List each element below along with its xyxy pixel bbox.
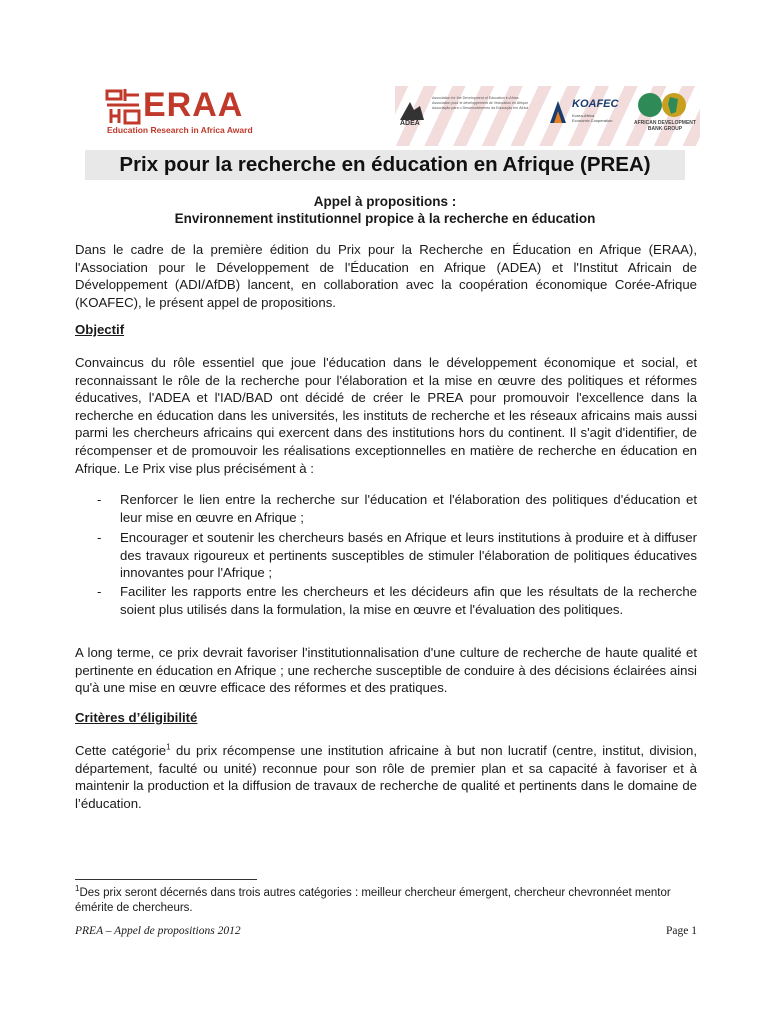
heading-criteres: Critères d’éligibilité bbox=[75, 710, 198, 725]
koafec-logo bbox=[546, 95, 624, 135]
criteres-text-start: Cette catégorie bbox=[75, 743, 167, 758]
afdb-line-1: AFRICAN DEVELOPMENT bbox=[634, 120, 696, 126]
footnote-ref[interactable]: 1 bbox=[166, 742, 171, 752]
koafec-line-2: Economic Cooperation bbox=[572, 118, 613, 123]
afdb-logo bbox=[630, 90, 705, 140]
footnote-number: 1 bbox=[75, 884, 80, 894]
eraa-tagline: Education Research in Africa Award bbox=[107, 125, 253, 135]
adea-mark: ADEA bbox=[400, 120, 420, 127]
criteres-paragraph bbox=[75, 742, 697, 812]
eraa-wordmark: ERAA bbox=[143, 86, 244, 124]
footer-page-number: Page 1 bbox=[666, 925, 697, 937]
footnote bbox=[75, 886, 675, 916]
heading-objectif: Objectif bbox=[75, 322, 125, 337]
afdb-globe-icon bbox=[630, 90, 700, 120]
call-for-proposals-line: Appel à propositions : bbox=[313, 194, 457, 209]
eraa-logo bbox=[105, 85, 255, 141]
long-term-paragraph: A long terme, ce prix devrait favoriser l'institutionnalisation d'une culture de recherche de haute qualité et pertinente en éducation en Afrique ; une recherche susceptible de conduire à des décisions éclairées ainsi qu'à une mise en œuvre efficace des réformes et des pratiques. bbox=[75, 645, 697, 696]
adea-line-1: Association for the Development of Education in Africa bbox=[432, 96, 519, 100]
footer-document-label: PREA – Appel de propositions 2012 bbox=[75, 925, 241, 937]
footnote-text: Des prix seront décernés dans trois autres catégories : meilleur chercheur émergent, chercheur chevronnéet mentor émérite de chercheurs. bbox=[75, 887, 671, 914]
bullet-item bbox=[75, 529, 697, 582]
bullet-text: Renforcer le lien entre la recherche sur l'éducation et l'élaboration des politiques d'éducation et leur mise en œuvre en Afrique ; bbox=[120, 492, 697, 525]
adea-line-2: Association pour le développement de l'éducation en Afrique bbox=[432, 101, 529, 105]
afdb-name bbox=[630, 120, 700, 132]
criteres-text-rest: du prix récompense une institution africaine à but non lucratif (centre, institut, division, département, faculté ou unité) reconnue pour son rôle de premier plan et sa capacité à favoriser et à maintenir la production et la diffusion de travaux de recherche de qualité et pertinents dans le domaine de l’éducation. bbox=[75, 743, 697, 811]
koafec-tagline bbox=[572, 113, 612, 123]
bullet-dash: - bbox=[97, 492, 102, 507]
afdb-line-2: BANK GROUP bbox=[647, 126, 683, 132]
objectif-paragraph: Convaincus du rôle essentiel que joue l'éducation dans le développement économique et social, et reconnaissant le rôle de la recherche pour l'élaboration et la mise en œuvre des politiques et réformes éducatives, l'ADEA et l'IAD/BAD ont décidé de créer le PREA pour promouvoir l'excellence dans la recherche en éducation dans les universités, les instituts de recherche et les réseaux africains mais aussi parmi les chercheurs africains qui exercent dans des institutions hors du continent. Il s'agit d'identifier, de récompenser et de promouvoir les réalisations exceptionnelles en matière de recherche en éducation en Afrique. Le Prix vise plus précisément à : bbox=[75, 355, 697, 476]
adea-logo bbox=[396, 98, 428, 128]
eraa-emblem-icon bbox=[105, 87, 141, 127]
bullet-text: Encourager et soutenir les chercheurs basés en Afrique et leurs institutions à produire et à diffuser des travaux rigoureux et pertinents susceptibles de stimuler l'élaboration de politiques éducatives innovantes pour l'Afrique ; bbox=[120, 530, 697, 581]
document-title: Prix pour la recherche en éducation en Afrique (PREA) bbox=[85, 150, 685, 180]
intro-paragraph: Dans le cadre de la première édition du Prix pour la Recherche en Éducation en Afrique (ERAA), l'Association pour le Développement de l'Éducation en Afrique (ADEA) et l'Institut Africain de Développement (ADI/AfDB) lancent, en collaboration avec la coopération économique Corée-Afrique (KOAFEC), le présent appel de propositions. bbox=[75, 242, 697, 310]
bullet-dash: - bbox=[97, 584, 102, 599]
koafec-line-1: Korea-Africa bbox=[572, 113, 595, 118]
adea-line-3: Associação para o Desenvolvimento da Educação em África bbox=[432, 106, 529, 110]
call-subtitle-line: Environnement institutionnel propice à la recherche en éducation bbox=[174, 211, 596, 226]
bullet-item bbox=[75, 491, 697, 526]
bullet-item bbox=[75, 583, 697, 618]
adea-description bbox=[432, 96, 542, 111]
koafec-name: KOAFEC bbox=[572, 98, 619, 110]
footnote-divider bbox=[75, 879, 257, 880]
koafec-emblem-icon bbox=[546, 97, 570, 127]
bullet-text: Faciliter les rapports entre les chercheurs et les décideurs afin que les résultats de la recherche soient plus utilisés dans la formulation, la mise en œuvre et l'évaluation des politiques. bbox=[120, 584, 697, 617]
bullet-dash: - bbox=[97, 530, 102, 545]
